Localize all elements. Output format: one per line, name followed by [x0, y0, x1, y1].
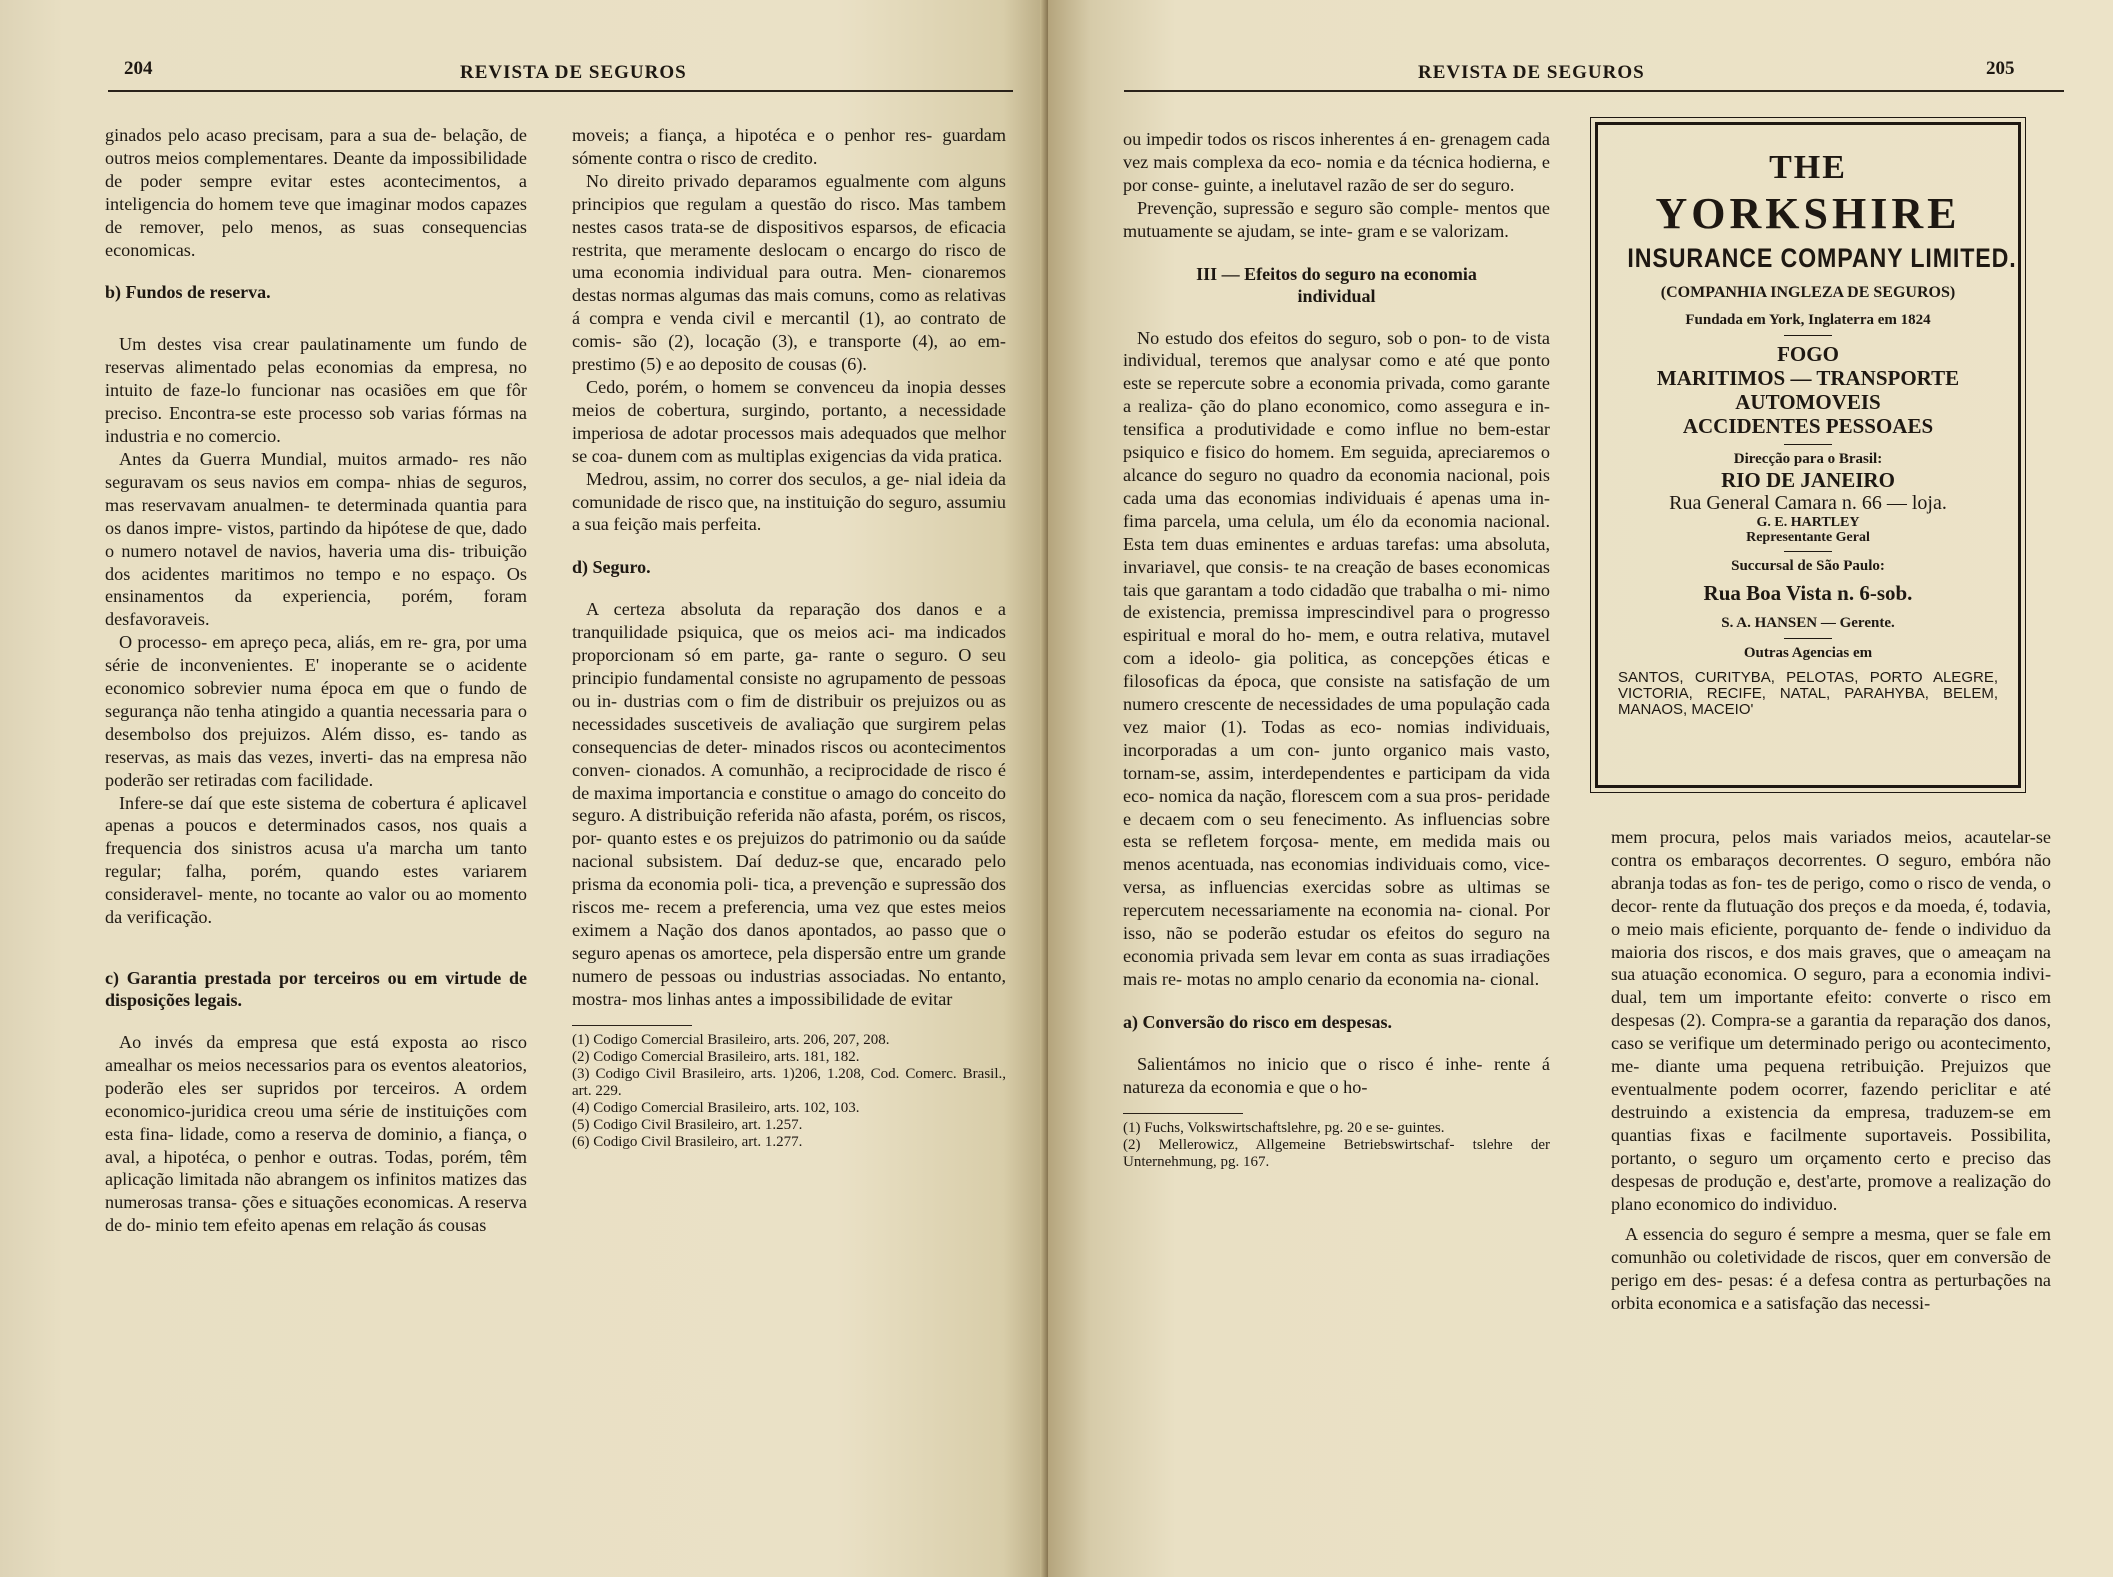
footnote: (6) Codigo Civil Brasileiro, art. 1.277. [572, 1133, 803, 1150]
ad-subtitle: (COMPANHIA INGLEZA DE SEGUROS) [1660, 284, 1956, 301]
ad-address: Rua General Camara n. 66 — loja. [1669, 492, 1947, 514]
paragraph: Infere-se daí que este sistema de cobertura é aplicavel apenas a poucos e determinados casos, nos quais a frequencia dos sinistros acusa u'a marcha um tanto regular; falha, porém, quando estes variarem consideravel- mente, no tocante ao valor ou ao momento da verificação. [105, 792, 527, 928]
section-heading: III — Efeitos do seguro na economia individual [1196, 263, 1477, 306]
ad-company-name: YORKSHIRE [1655, 189, 1961, 238]
yorkshire-advertisement [1595, 122, 2021, 788]
paragraph: ou impedir todos os riscos inherentes á en- grenagem cada vez mais complexa da eco- nomia e da técnica hodierna, e por conse- guinte, a inelutavel razão de ser do seguro. [1123, 129, 1550, 195]
ad-cities: SANTOS, CURITYBA, PELOTAS, PORTO ALEGRE, VICTORIA, RECIFE, NATAL, PARAHYBA, BELEM, MANAOS, MACEIO' [1618, 669, 1998, 718]
paragraph: No direito privado deparamos egualmente com alguns principios que regulam a questão do risco. Mas tambem nestes casos trata-se de dispositivos esparsos, de eficacia restrita, que meramente deslocam o encargo do risco de uma economia individual para outra. Men- cionaremos destas normas algumas das mais comuns, como as relativas á compra e venda civil e mercantil (1), ao contrato de comis- são (2), locação (3), e transporte (4), ao em- prestimo (5) e ao deposito de cousas (6). [572, 170, 1006, 375]
left-column-1 [105, 124, 527, 1237]
paragraph: Prevenção, supressão e seguro são comple- mentos que mutuamente se ajudam, se inte- gram e se valorizam. [1123, 197, 1550, 241]
ad-line: FOGO [1777, 342, 1839, 366]
paragraph: Ao invés da empresa que está exposta ao risco amealhar os meios necessarios para os eventos aleatorios, poderão eles ser supridos por terceiros. A ordem economico-juridica creou uma série de instituições com esta fina- lidade, como a reserva de dominio, a fiança, o aval, a hipotéca, o penhor e outras. Todas, porém, têm aplicação limitada não abrangem os infinitos matizes das numerosas transa- ções e situações economicas. A reserva de do- minio tem efeito apenas em relação ás cousas [105, 1032, 527, 1236]
ad-divider [1784, 444, 1832, 445]
page-number: 204 [124, 58, 153, 79]
section-heading: c) Garantia prestada por terceiros ou em virtude de disposições legais. [105, 968, 527, 1010]
ad-divider [1784, 335, 1832, 336]
ad-rep-name: G. E. HARTLEY [1756, 515, 1860, 530]
ad-company-type: INSURANCE COMPANY LIMITED. [1627, 243, 2017, 273]
header-rule [1124, 90, 2064, 92]
page-number: 205 [1986, 58, 2015, 79]
ad-line: ACCIDENTES PESSOAES [1682, 414, 1934, 438]
footnote: (2) Codigo Comercial Brasileiro, arts. 181, 182. [572, 1048, 860, 1065]
ad-the: THE [1769, 149, 1847, 186]
paragraph: A certeza absoluta da reparação dos danos e a tranquilidade psiquica, que os meios aci- ma indicados proporcionam só em parte, ga- rante o seguro. O seu principio fundamental consiste no agrupamento de pessoas ou in- dustrias com o fim de distribuir os prejuizos ou as necessidades suscetiveis de avaliação que surgirem pelas consequencias de deter- minados riscos ou acontecimentos conven- cionados. A comunhão, a reciprocidade de risco é de maxima importancia e constitue o amago do conceito do seguro. A distribuição referida não afasta, porém, os riscos, por- quanto estes e os prejuizos do patrimonio ou da saúde nacional subsistem. Daí deduz-se que, encarado pelo prisma da economia poli- tica, a prevenção e supressão dos riscos me- recem a preferencia, uma vez que estes meios eximem a Nação dos danos apontados, ao passo que o seguro apenas os amortece, pela dispersão entre um grande numero de pessoas ou industrias associadas. No entanto, mostra- mos linhas antes a impossibilidade de evitar [572, 599, 1006, 1009]
paragraph: Um destes visa crear paulatinamente um fundo de reservas alimentado pelas economias da empresa, no intuito de faze-lo funcionar nas ocasiões em que fôr preciso. Encontra-se este processo sob varias fórmas na industria e no comercio. [105, 334, 527, 447]
section-heading: b) Fundos de reserva. [105, 282, 271, 303]
footnote: (2) Mellerowicz, Allgemeine Betriebswirtschaf- tslehre der Unternehmung, pg. 167. [1123, 1136, 1550, 1170]
ad-line: AUTOMOVEIS [1735, 390, 1881, 414]
ad-manager: S. A. HANSEN — Gerente. [1721, 615, 1895, 631]
footnote: (1) Codigo Comercial Brasileiro, arts. 206, 207, 208. [572, 1031, 890, 1048]
paragraph: O processo- em apreço peca, aliás, em re- gra, por uma série de inconvenientes. E' inoperante se o acidente economico sobrevier numa época em que o fundo de segurança não tenha atingido a quantia necessaria para o desembolso dos prejuizos. Além disso, es- tando as reservas, as mais das vezes, inverti- das na empresa não poderão ser retiradas com facilidade. [105, 632, 527, 790]
footnote: (3) Codigo Civil Brasileiro, arts. 1)206, 1.208, Cod. Comerc. Brasil., art. 229. [572, 1065, 1006, 1099]
ad-sp-label: Succursal de São Paulo: [1731, 558, 1885, 574]
paragraph: A essencia do seguro é sempre a mesma, quer se fale em comunhão ou coletividade de riscos, quer em conversão de perigo em des- pesas: é a defesa contra as perturbações na orbita economica e a satisfação das necessi- [1611, 1224, 2051, 1314]
footnote-rule [1123, 1113, 1243, 1114]
paragraph: Medrou, assim, no correr dos seculos, a ge- nial ideia da comunidade de risco que, na instituição do seguro, assumiu a sua feição mais perfeita. [572, 468, 1006, 535]
paragraph: Salientámos no inicio que o risco é inhe- rente á natureza da economia e que o ho- [1123, 1053, 1550, 1097]
running-head: REVISTA DE SEGUROS [1418, 62, 1645, 83]
paragraph: ginados pelo acaso precisam, para a sua de- belação, de outros meios complementares. Deante da impossibilidade de poder sempre evitar estes acontecimentos, a inteligencia do homem teve que imaginar modos capazes de remover, pelo menos, as suas consequencias economicas. [105, 125, 527, 260]
footnote: (1) Fuchs, Volkswirtschaftslehre, pg. 20 e se- guintes. [1123, 1119, 1445, 1136]
paragraph: mem procura, pelos mais variados meios, acautelar-se contra os embaraços decorrentes. O seguro, embóra não abranja todas as fon- tes de perigo, como o risco de venda, o decor- rente da flutuação dos preços e da moeda, é, todavia, o meio mais eficiente, porquanto de- fende o individuo da maioria dos riscos, e dos mais graves, que o ameaçam na sua atuação economica. O seguro, para a economia indivi- dual, tem um importante efeito: converte o risco em despesas (2). Compra-se a garantia da reparação dos danos, caso se verifique um determinado perigo ou acontecimento, me- diante uma pequena retribuição. Prejuizos que eventualmente podem ocorrer, fazendo periclitar e até destruindo a existencia da empresa, traduzem-se em quantias fixas e facilmente suportaveis. Possibilita, portanto, o seguro um orçamento certo e preciso das despesas de produção e, dest'arte, promove a realização do plano economico do individuo. [1611, 827, 2051, 1214]
ad-sp-address: Rua Boa Vista n. 6-sob. [1703, 581, 1913, 605]
right-column-1 [1123, 128, 1550, 1171]
paragraph: moveis; a fiança, a hipotéca e o penhor res- guardam sómente contra o risco de credito. [572, 125, 1006, 168]
right-column-2 [1611, 826, 2051, 1315]
footnote: (5) Codigo Civil Brasileiro, art. 1.257. [572, 1116, 803, 1133]
ad-divider [1784, 551, 1832, 552]
section-heading: d) Seguro. [572, 557, 651, 578]
paragraph: Cedo, porém, o homem se convenceu da inopia desses meios de cobertura, surgindo, portanto, a necessidade imperiosa de adotar processos mais adequados que melhor se coa- dunem com as multiplas exigencias da vida pratica. [572, 376, 1006, 466]
ad-city: RIO DE JANEIRO [1721, 468, 1895, 492]
ad-founded: Fundada em York, Inglaterra em 1824 [1685, 312, 1931, 328]
footnote: (4) Codigo Comercial Brasileiro, arts. 102, 103. [572, 1099, 860, 1116]
footnote-rule [572, 1025, 692, 1026]
ad-line: MARITIMOS — TRANSPORTE [1656, 366, 1960, 390]
ad-divider [1784, 638, 1832, 639]
header-rule [108, 90, 1013, 92]
paragraph: Antes da Guerra Mundial, muitos armado- res não seguravam os seus navios em compa- nhias de seguros, mas reservavam anualmen- te determinada quantia para os danos impre- vistos, partindo da hipótese de que, dado o numero notavel de navios, haveria uma dis- tribuição dos acidentes maritimos no tempo e no espaço. Os ensinamentos da experiencia, porém, foram desfavoraveis. [105, 448, 527, 630]
ad-other-label: Outras Agencias em [1743, 645, 1873, 661]
left-page [0, 0, 1045, 1577]
left-column-2 [572, 124, 1006, 1151]
ad-direction-label: Direcção para o Brasil: [1733, 451, 1883, 467]
running-head: REVISTA DE SEGUROS [460, 62, 687, 83]
section-heading: a) Conversão do risco em despesas. [1123, 1011, 1392, 1032]
paragraph: No estudo dos efeitos do seguro, sob o pon- to de vista individual, teremos que analysar como e até que ponto este se repercute sobre a economia privada, como garante a realiza- ção do plano economico, como assegura e in- tensifica a produtividade e como influe no bem-estar psiquico e fisico do homem. Em seguida, apreciaremos o alcance do seguro no quadro da economia nacional, pois cada uma das economias individuais é apenas uma in- fima parcela, uma celula, um élo da economia nacional. Esta tem duas eminentes e arduas tarefas: uma absoluta, invariavel, que consis- te na creação de bases economicas tais que garantam a todo cidadão que trabalha o mi- nimo de existencia, premissa imprescindivel para o progresso espiritual e moral do ho- mem, e outra relativa, mutavel com a ideolo- gia politica, as concepções éticas e filosoficas da época, que consiste na satisfação de um numero crescente de necessidades de uma população cada vez maior (1). Todas as eco- nomias individuais, incorporadas a um con- junto organico mais vasto, tornam-se, assim, interdependentes e participam da vida eco- nomica da nação, florescem com a sua pros- peridade e decaem com o seu fenecimento. As influencias sobre esta se refletem forçosa- mente, em medida mais ou menos acentuada, nas economias individuais como, vice-versa, as influencias exercidas sobre as ultimas se repercutem necessariamente na economia na- cional. Por isso, não se poderão estudar os efeitos do seguro na economia privada sem levar em conta as suas irradiações mais re- motas no amplo cenario da economia na- cional. [1123, 327, 1550, 989]
ad-rep-title: Representante Geral [1746, 530, 1870, 545]
